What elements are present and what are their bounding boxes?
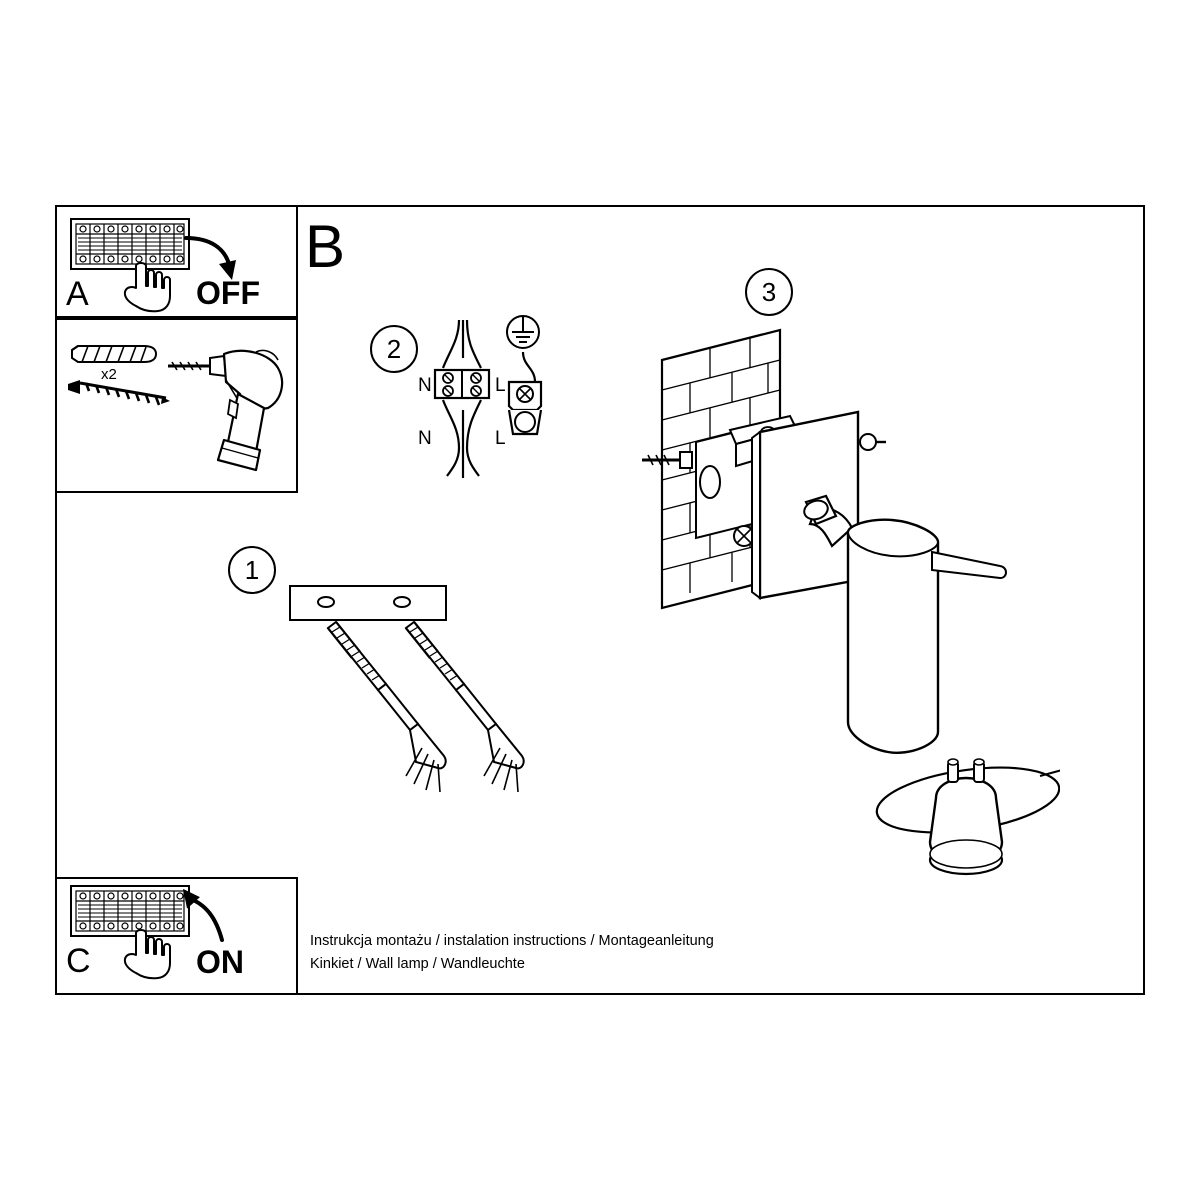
step-1-number: 1 [228,546,276,594]
parts-count-label: x2 [101,366,117,383]
hand-finger-a-icon [118,258,180,316]
terminal-label-l-bottom: L [495,428,506,449]
step-a-label: A [66,275,89,313]
hand-finger-c-icon [118,925,180,983]
step-3-number: 3 [745,268,793,316]
arrow-up-curved-icon [182,878,244,948]
wall-lamp-assembly-icon [640,320,1060,920]
terminal-label-l-top: L [495,375,506,396]
caption-line-2: Kinkiet / Wall lamp / Wandleuchte [310,956,525,972]
step-c-action-text: ON [196,944,244,980]
earth-terminal-icon [495,310,565,490]
step-c-label: C [66,942,91,980]
drill-icon [160,342,300,477]
step-a-action-text: OFF [196,275,260,311]
screw-icon [62,378,172,412]
mounting-plate-screws-icon [288,580,538,850]
terminal-label-n-bottom: N [418,428,432,449]
step-2-number: 2 [370,325,418,373]
terminal-label-n-top: N [418,375,432,396]
caption-line-1: Instrukcja montażu / instalation instructions / Montageanleitung [310,933,714,949]
section-label-b: B [305,213,346,280]
